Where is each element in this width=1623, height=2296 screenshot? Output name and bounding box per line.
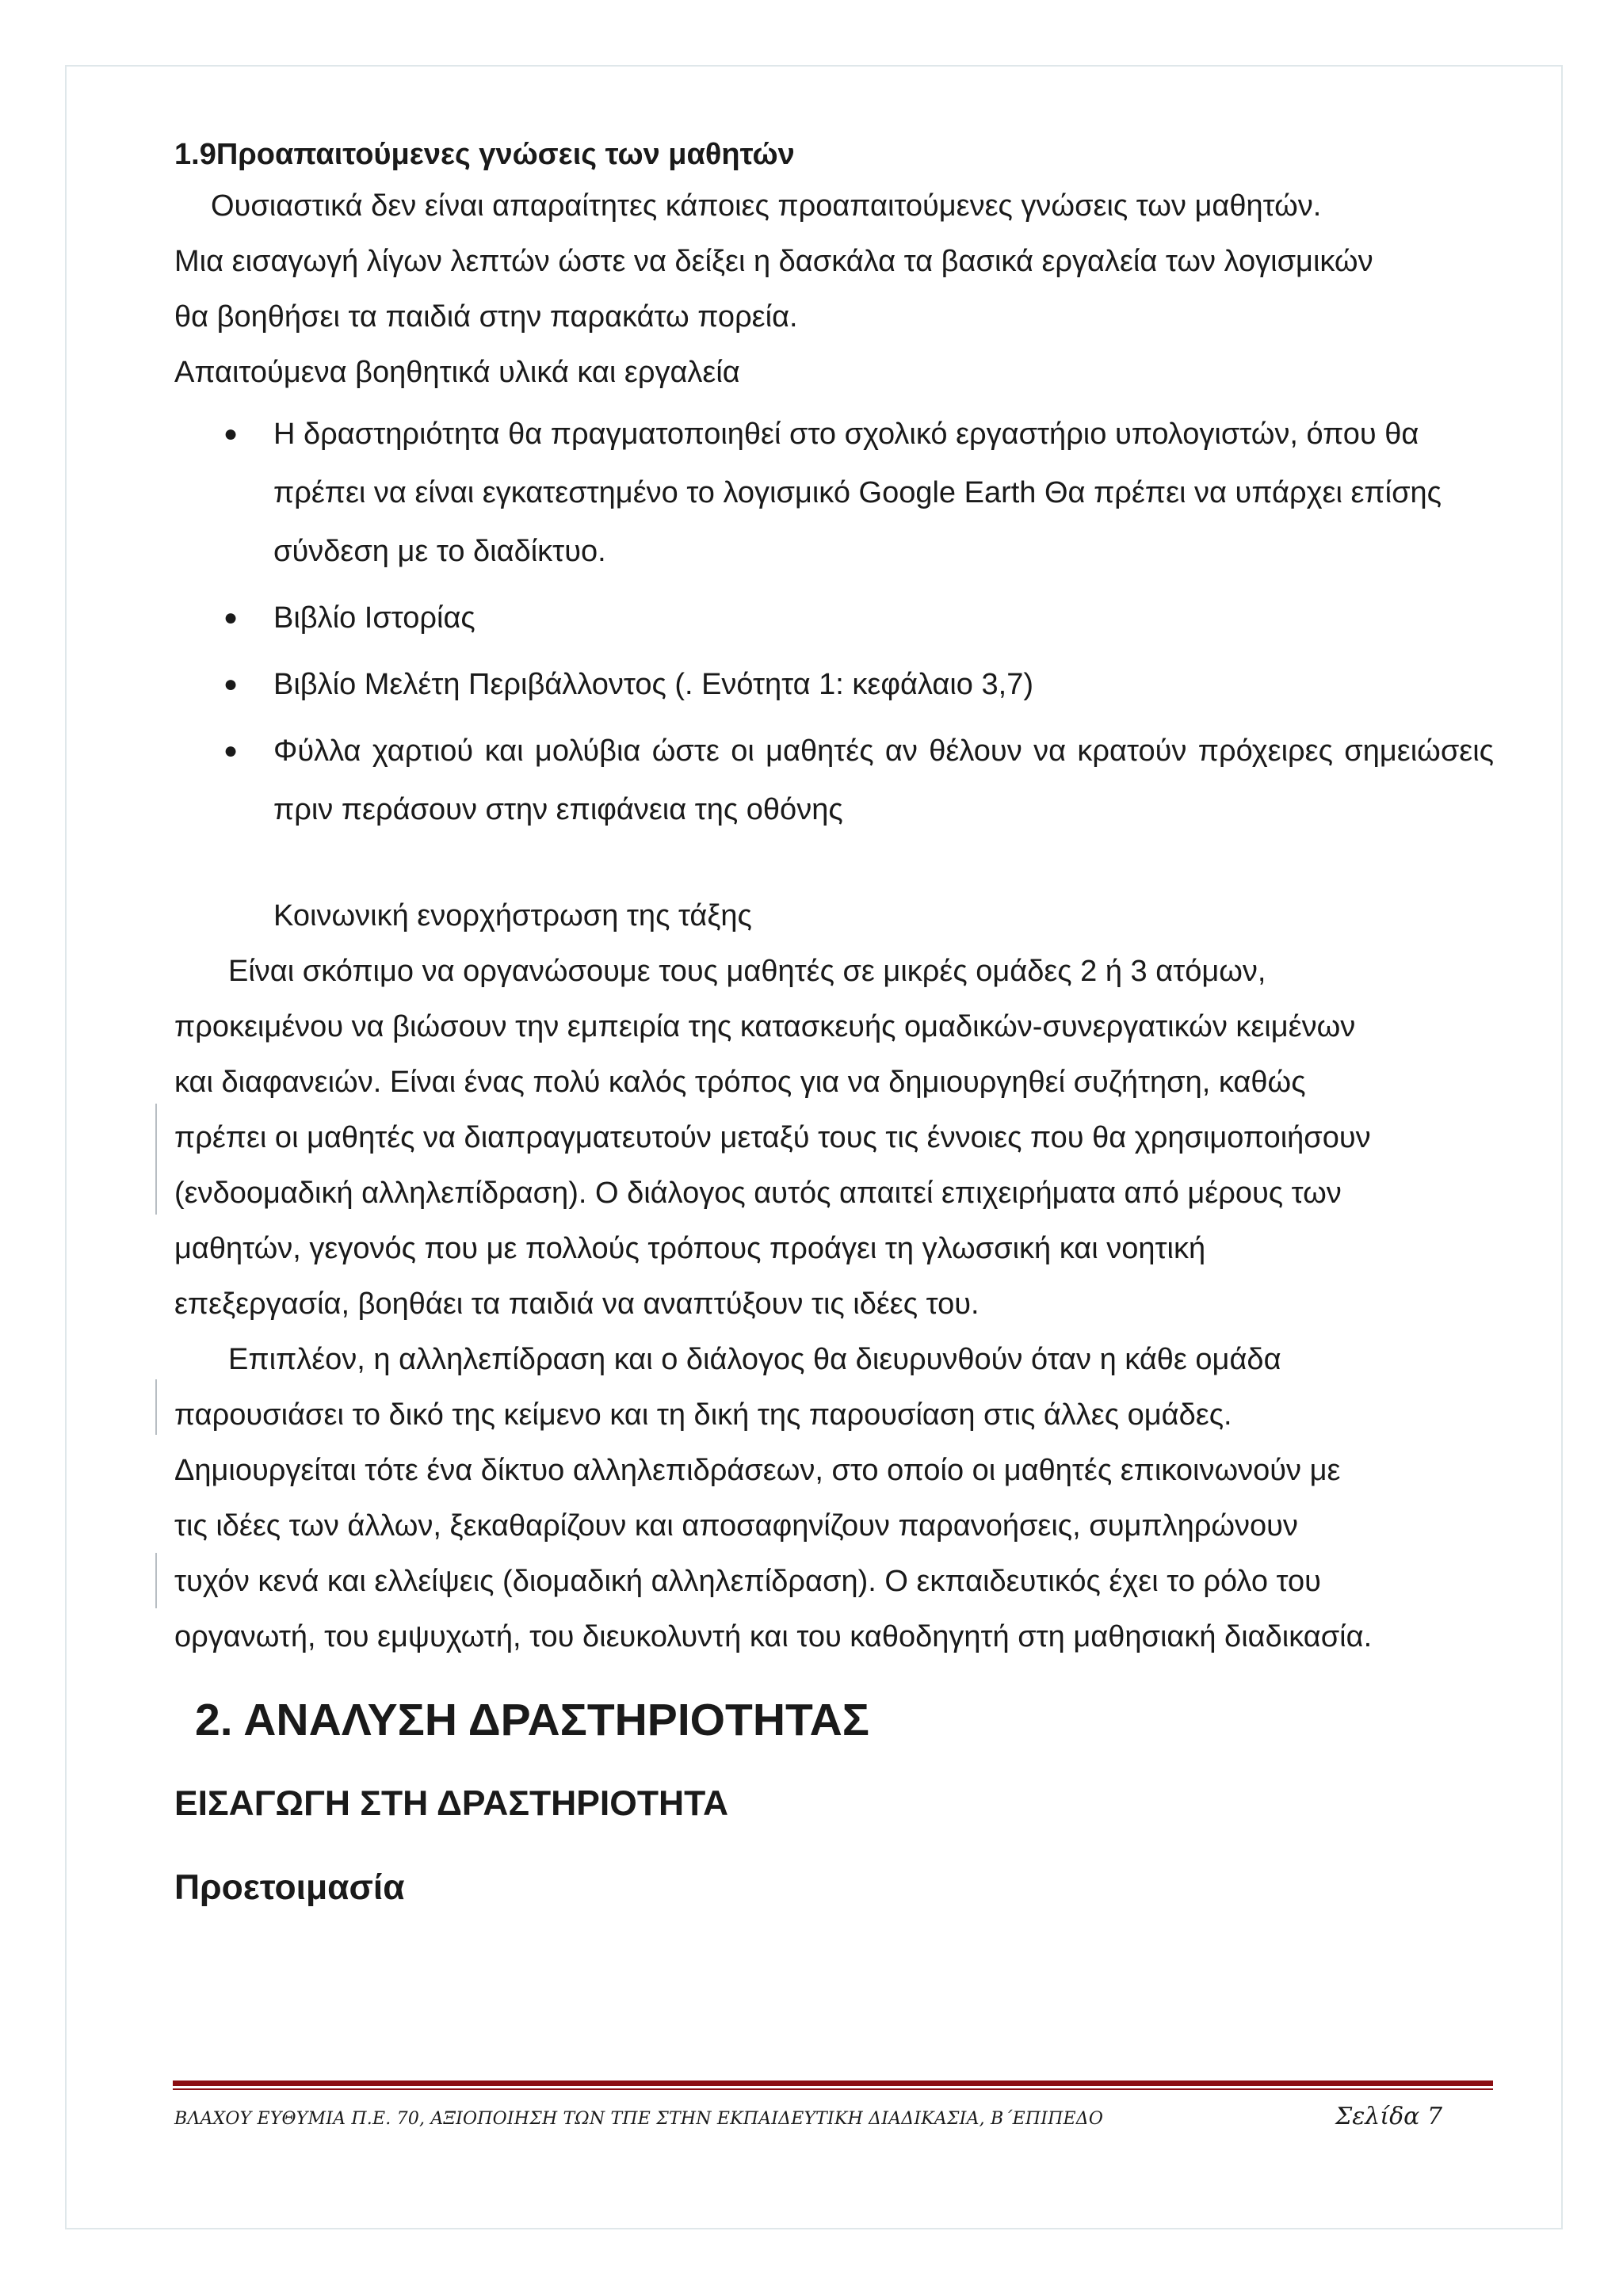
list-item-text: Η δραστηριότητα θα πραγματοποιηθεί στο σχολικό εργαστήριο υπολογιστών, όπου θα πρέπει να είναι εγκατεστημένο το λογισμικό Google Earth Θα πρέπει να υπάρχει επίσης σύνδεση με το διαδίκτυο. <box>273 418 1442 568</box>
paragraph: Ουσιαστικά δεν είναι απαραίτητες κάποιες προαπαιτούμενες γνώσεις των μαθητών. <box>211 189 1322 223</box>
paragraph-line: προκειμένου να βιώσουν την εμπειρία της κατασκευής ομαδικών-συνεργατικών κειμένων <box>174 1010 1356 1043</box>
bullet-icon: ● <box>223 671 239 697</box>
intro-heading: ΕΙΣΑΓΩΓΗ ΣΤΗ ΔΡΑΣΤΗΡΙΟΤΗΤΑ <box>174 1784 729 1823</box>
footer-rule-thin <box>173 2088 1493 2090</box>
paragraph-line: πρέπει οι μαθητές να διαπραγματευτούν μεταξύ τους τις έννοιες που θα χρησιμοποιήσουν <box>174 1121 1371 1154</box>
materials-label: Απαιτούμενα βοηθητικά υλικά και εργαλεία <box>174 356 740 389</box>
spacer <box>174 847 1494 888</box>
revision-mark <box>155 1379 157 1435</box>
revision-mark <box>155 1104 157 1215</box>
spacer <box>174 1828 1494 1864</box>
paragraph: Μια εισαγωγή λίγων λεπτών ώστε να δείξει η δασκάλα τα βασικά εργαλεία των λογισμικών <box>174 245 1373 278</box>
list-item-text: Βιβλίο Ιστορίας <box>273 601 475 635</box>
paragraph-line: παρουσιάσει το δικό της κείμενο και τη δική της παρουσίαση στις άλλες ομάδες. <box>174 1398 1232 1432</box>
paragraph: Επιπλέον, η αλληλεπίδραση και ο διάλογος θα διευρυνθούν όταν η κάθε ομάδα <box>228 1343 1281 1376</box>
paragraph-line: τυχόν κενά και ελλείψεις (διομαδική αλληλεπίδραση). Ο εκπαιδευτικός έχει το ρόλο του <box>174 1565 1321 1598</box>
paragraph-line: οργανωτή, του εμψυχωτή, του διευκολυντή και του καθοδηγητή στη μαθησιακή διαδικασία. <box>174 1620 1373 1653</box>
paragraph: θα βοηθήσει τα παιδιά στην παρακάτω πορεία. <box>174 300 798 334</box>
prep-heading: Προετοιμασία <box>174 1868 405 1907</box>
paragraph-line: (ενδοομαδική αλληλεπίδραση). Ο διάλογος αυτός απαιτεί επιχειρήματα από μέρους των <box>174 1177 1342 1210</box>
paragraph-line: Δημιουργείται τότε ένα δίκτυο αλληλεπιδράσεων, στο οποίο οι μαθητές επικοινωνούν με <box>174 1454 1341 1487</box>
footer-author-title: ΒΛΑΧΟΥ ΕΥΘΥΜΙΑ Π.Ε. 70, ΑΞΙΟΠΟΙΗΣΗ ΤΩΝ ΤΠΕ ΣΤΗΝ ΕΚΠΑΙΔΕΥΤΙΚΗ ΔΙΑΔΙΚΑΣΙΑ, Β΄ΕΠΙΠΕΔΟ <box>174 2109 1104 2129</box>
section-heading-prerequisites: 1.9Προαπαιτούμενες γνώσεις των μαθητών <box>174 138 795 171</box>
list-item-text: Φύλλα χαρτιού και μολύβια ώστε οι μαθητές αν θέλουν να κρατούν πρόχειρες σημειώσεις πριν περάσουν στην επιφάνεια της οθόνης <box>273 734 1494 826</box>
spacer <box>174 1665 1494 1696</box>
bullet-icon: ● <box>223 605 239 631</box>
list-item <box>174 589 1494 647</box>
paragraph-line: επεξεργασία, βοηθάει τα παιδιά να αναπτύξουν τις ιδέες του. <box>174 1287 980 1321</box>
materials-list <box>174 405 1494 839</box>
list-item <box>174 655 1494 714</box>
footer-rule <box>173 2081 1493 2086</box>
paragraph-line: μαθητών, γεγονός που με πολλούς τρόπους προάγει τη γλωσσική και νοητική <box>174 1232 1206 1265</box>
list-item-text: Βιβλίο Μελέτη Περιβάλλοντος (. Ενότητα 1: κεφάλαιο 3,7) <box>273 668 1033 701</box>
paragraph-line: και διαφανειών. Είναι ένας πολύ καλός τρόπος για να δημιουργηθεί συζήτηση, καθώς <box>174 1066 1306 1099</box>
list-item <box>174 722 1494 839</box>
page-number: Σελίδα 7 <box>1335 2103 1443 2130</box>
bullet-icon: ● <box>223 421 239 447</box>
section-heading-analysis: 2. ΑΝΑΛΥΣΗ ΔΡΑΣΤΗΡΙΟΤΗΤΑΣ <box>195 1695 869 1745</box>
list-item <box>174 405 1494 581</box>
social-heading: Κοινωνική ενορχήστρωση της τάξης <box>273 899 752 933</box>
paragraph-line: τις ιδέες των άλλων, ξεκαθαρίζουν και αποσαφηνίζουν παρανοήσεις, συμπληρώνουν <box>174 1509 1298 1543</box>
page-content <box>174 131 1494 1912</box>
spacer <box>174 1744 1494 1780</box>
bullet-icon: ● <box>223 738 239 764</box>
revision-mark <box>155 1553 157 1608</box>
paragraph: Είναι σκόπιμο να οργανώσουμε τους μαθητές σε μικρές ομάδες 2 ή 3 ατόμων, <box>228 955 1266 988</box>
